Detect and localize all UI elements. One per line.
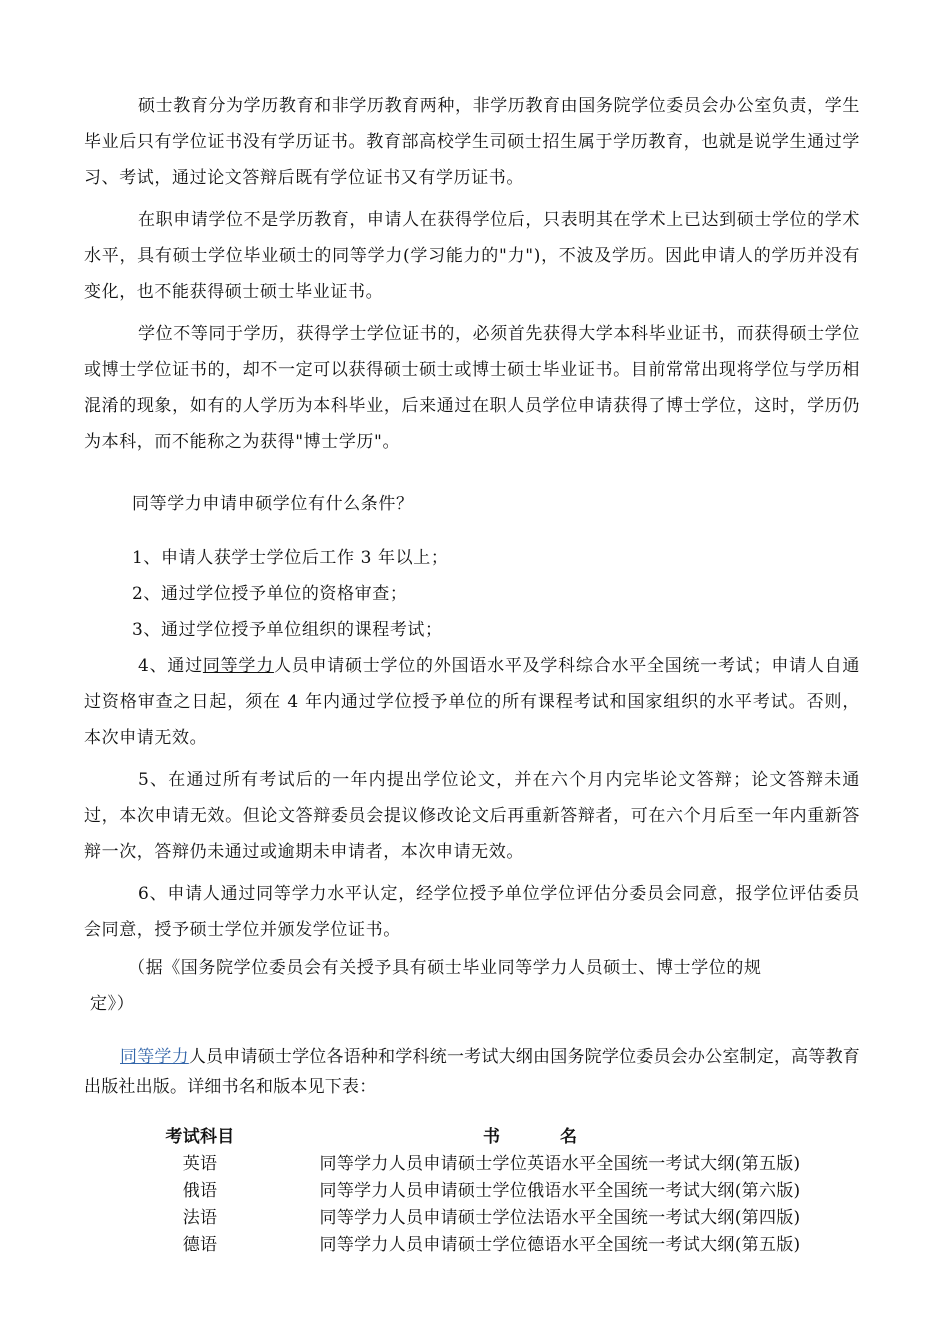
paragraph-degree-types: 硕士教育分为学历教育和非学历教育两种，非学历教育由国务院学位委员会办公室负责，学生毕业后只有学位证书没有学历证书。教育部高校学生司硕士招生属于学历教育，也就是说学生通过学习、考试，通过论文答辩后既有学位证书又有学历证书。 — [84, 96, 860, 188]
condition-4-prefix: 4、通过 — [138, 656, 203, 676]
condition-3: 3、通过学位授予单位组织的课程考试； — [132, 620, 443, 640]
question-heading: 同等学力申请申硕学位有什么条件？ — [132, 494, 414, 514]
citation-line-2: 定》） — [90, 994, 135, 1014]
condition-5: 5、在通过所有考试后的一年内提出学位论文，并在六个月内完毕论文答辩；论文答辩未通过，本次申请无效。但论文答辩委员会提议修改论文后再重新答辩者，可在六个月后至一年内重新答辩一次，答辩仍未通过或逾期未申请者，本次申请无效。 — [84, 770, 860, 862]
tongdeng-xueli-hyperlink[interactable]: 同等学力 — [120, 1047, 189, 1067]
header-subject: 考试科目 — [165, 1127, 235, 1147]
tongdeng-xueli-link[interactable]: 同等学力 — [202, 656, 274, 676]
table-row — [150, 1232, 870, 1259]
subject-cell: 法语 — [182, 1208, 218, 1228]
subject-cell: 德语 — [182, 1235, 218, 1255]
outline-intro — [84, 1042, 860, 1102]
book-cell: 同等学力人员申请硕士学位德语水平全国统一考试大纲(第五版) — [319, 1235, 801, 1255]
condition-2: 2、通过学位授予单位的资格审查； — [132, 584, 408, 604]
table-header-row — [150, 1124, 870, 1151]
subject-cell: 俄语 — [182, 1181, 218, 1201]
condition-4-text: 人员申请硕士学位的外国语水平及学科综合水平全国统一考试；申请人自通过资格审查之日起，须在 4 年内通过学位授予单位的所有课程考试和国家组织的水平考试。否则，本次申请无效。 — [84, 656, 860, 748]
condition-4 — [84, 648, 860, 756]
condition-1: 1、申请人获学士学位后工作 3 年以上； — [132, 548, 449, 568]
table-row — [150, 1205, 870, 1232]
outline-books-table — [150, 1124, 870, 1259]
header-book-name: 书名 — [483, 1127, 637, 1147]
book-cell: 同等学力人员申请硕士学位法语水平全国统一考试大纲(第四版) — [319, 1208, 801, 1228]
subject-cell: 英语 — [182, 1154, 218, 1174]
book-cell: 同等学力人员申请硕士学位英语水平全国统一考试大纲(第五版) — [319, 1154, 801, 1174]
outline-intro-text: 人员申请硕士学位各语种和学科统一考试大纲由国务院学位委员会办公室制定，高等教育出版社出版。详细书名和版本见下表： — [84, 1047, 860, 1097]
paragraph-degree-vs-education: 学位不等同于学历，获得学士学位证书的，必须首先获得大学本科毕业证书，而获得硕士学位或博士学位证书的，却不一定可以获得硕士硕士或博士硕士毕业证书。目前常常出现将学位与学历相混淆的现象，如有的人学历为本科毕业，后来通过在职人员学位申请获得了博士学位，这时，学历仍为本科，而不能称之为获得"博士学历"。 — [84, 324, 860, 452]
citation-line-1: （据《国务院学位委员会有关授予具有硕士毕业同等学力人员硕士、博士学位的规 — [128, 958, 762, 978]
table-row — [150, 1178, 870, 1205]
condition-6: 6、申请人通过同等学力水平认定，经学位授予单位学位评估分委员会同意，报学位评估委员会同意，授予硕士学位并颁发学位证书。 — [84, 884, 860, 940]
table-row — [150, 1151, 870, 1178]
book-cell: 同等学力人员申请硕士学位俄语水平全国统一考试大纲(第六版) — [319, 1181, 801, 1201]
paragraph-in-service-degree: 在职申请学位不是学历教育，申请人在获得学位后，只表明其在学术上已达到硕士学位的学术水平，具有硕士学位毕业硕士的同等学力(学习能力的"力")，不波及学历。因此申请人的学历并没有变化，也不能获得硕士硕士毕业证书。 — [84, 210, 860, 302]
